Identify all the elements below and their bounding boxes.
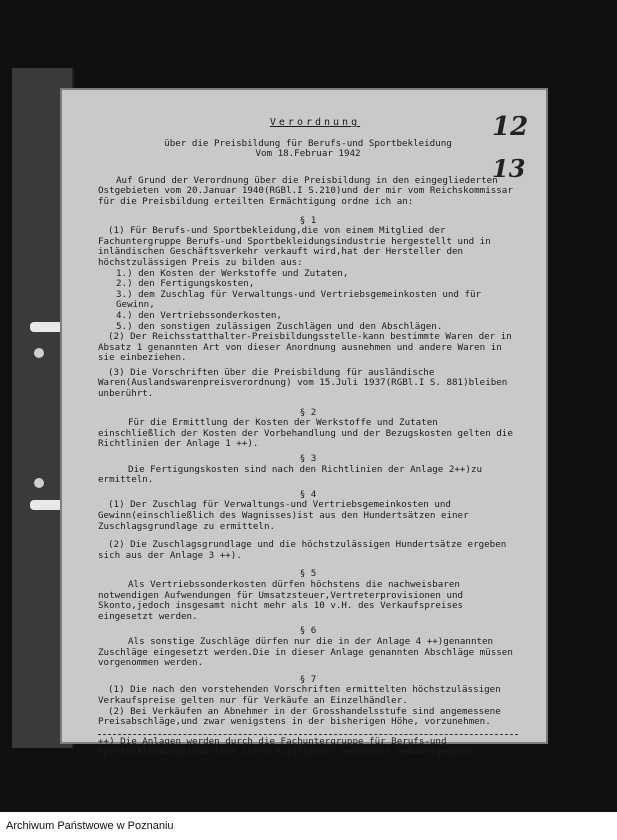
list-item: 2.) den Fertigungskosten, <box>116 278 255 290</box>
section-3-heading: § 3 <box>299 453 317 465</box>
punch-hole-small <box>34 348 44 358</box>
section-7-paragraph-2: (2) Bei Verkäufen an Abnehmer in der Grosshandelsstufe sind angemessene Preisabschläge,und zwar wenigstens in der bisherigen Höhe, vorzunehmen. <box>98 705 501 728</box>
handwritten-mark-12: 12 <box>492 112 529 142</box>
punch-hole-small <box>34 478 44 488</box>
section-1-paragraph-1: (1) Für Berufs-und Sportbekleidung,die von einem Mitglied der Fachuntergruppe Berufs-und Sportbekleidungsindustrie hergestellt und in inländischen Geschäftsverkehr verkauft wird,hat der Hersteller den höchstzulässigen Preis zu bilden aus: <box>98 225 491 268</box>
list-item: 1.) den Kosten der Werkstoffe und Zutaten, <box>116 267 349 279</box>
document-text <box>98 118 518 758</box>
intro-paragraph: Auf Grund der Verordnung über die Preisbildung in den eingegliederten Ostgebieten vom 20.Januar 1940(RGBl.I S.210)und der mir vom Reichskommissar für die Preisbildung erteilten Ermächtigung ordne ich an: <box>98 174 513 207</box>
list-item: 4.) den Vertriebssonderkosten, <box>116 309 282 321</box>
document-date: Vom 18.Februar 1942 <box>255 148 361 160</box>
section-5-paragraph: Als Vertriebssonderkosten dürfen höchstens die nachweisbaren notwendigen Aufwendungen für Umsatzsteuer,Vertreterprovisionen und Skonto,jedoch insgesamt nicht mehr als 10 v.H. des Verkaufspreises eingesetzt werden. <box>98 578 464 622</box>
section-6-paragraph: Als sonstige Zuschläge dürfen nur die in der Anlage 4 ++)genannten Zuschläge eingesetzt werden.Die in dieser Anlage genannten Abschläge müssen vorgenommen werden. <box>98 635 513 669</box>
list-item: 5.) den sonstigen zulässigen Zuschlägen und den Abschlägen. <box>116 320 443 332</box>
section-7-heading: § 7 <box>299 673 317 685</box>
handwritten-mark-13: 13 <box>492 154 526 183</box>
document-title: Verordnung <box>269 117 361 128</box>
section-6-heading: § 6 <box>299 625 317 637</box>
section-1-list <box>98 269 518 333</box>
archive-footer: Archiwum Państwowe w Poznaniu <box>0 812 617 840</box>
section-7-paragraph-1: (1) Die nach den vorstehenden Vorschriften ermittelten höchstzulässigen Verkaufspreise gelten nur für Verkäufe an Einzelhändler. <box>98 684 501 706</box>
section-4-heading: § 4 <box>299 488 317 500</box>
document-subtitle: über die Preisbildung für Berufs-und Sportbekleidung <box>164 137 452 149</box>
section-4-paragraph-2: (2) Die Zuschlagsgrundlage und die höchstzulässigen Hundertsätze ergeben sich aus der Anlage 3 ++). <box>98 539 507 561</box>
list-item: 3.) dem Zuschlag für Verwaltungs-und Vertriebsgemeinkosten und für Gewinn, <box>116 288 482 311</box>
section-1-heading: § 1 <box>299 214 317 226</box>
section-3-paragraph: Die Fertigungskosten sind nach den Richtlinien der Anlage 2++)zu ermitteln. <box>98 463 483 486</box>
section-5-heading: § 5 <box>299 568 317 580</box>
section-1-paragraph-2: (2) Der Reichsstatthalter-Preisbildungsstelle-kann bestimmte Waren der in Absatz 1 genannten Art von dieser Anordnung ausnehmen und andere Waren in sie einbeziehen. <box>98 331 512 364</box>
section-2-heading: § 2 <box>299 406 317 418</box>
footnote: ++) Die Anlagen werden durch die Fachuntergruppe für Berufs-und Sportbekleidungsindustrie ihren Mitgliedern besonders bekanntgegeben. <box>98 734 518 758</box>
section-1-paragraph-3: (3) Die Vorschriften über die Preisbildung für ausländische Waren(Auslandswarenpreisverordnung) vom 15.Juli 1937(RGBl.I S. 881)bleiben unberührt. <box>98 366 508 400</box>
section-4-paragraph-1: (1) Der Zuschlag für Verwaltungs-und Vertriebsgemeinkosten und Gewinn(einschließlich des Wagnisses)ist aus den Hundertsätzen einer Zuschlagsgrundlage zu ermitteln. <box>98 499 469 532</box>
section-2-paragraph: Für die Ermittlung der Kosten der Werkstoffe und Zutaten einschließlich der Kosten der Vorbehandlung und der Bezugskosten gelten die Richtlinien der Anlage 1 ++). <box>98 417 513 450</box>
